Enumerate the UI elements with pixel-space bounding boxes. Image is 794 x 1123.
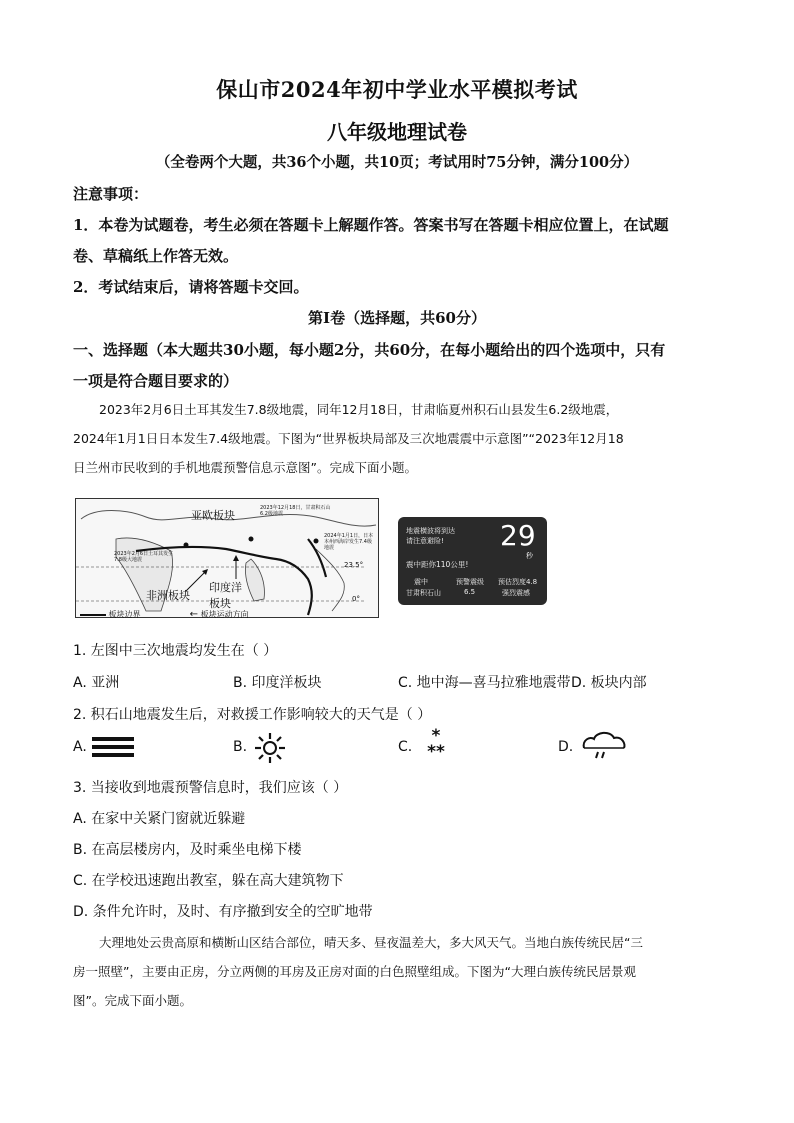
arrow-left-icon: ← bbox=[189, 609, 199, 620]
section-instructions-cont: 一项是符合题目要求的） bbox=[73, 372, 239, 390]
passage-1-line: 2023年2月6日土耳其发生7.8级地震，同年12月18日，甘肃临夏州积石山县发生6.2级地震， bbox=[99, 402, 619, 417]
exam-subtitle: 八年级地理试卷 bbox=[327, 120, 467, 144]
rain-icon bbox=[580, 730, 628, 762]
note-item-1: 1．本卷为试题卷，考生必须在答题卡上解题作答。答案书写在答题卡相应位置上，在试题 bbox=[73, 216, 669, 234]
countdown-number: 29 bbox=[500, 519, 536, 552]
countdown-unit: 秒 bbox=[526, 552, 533, 560]
note-japan: 2024年1月1日，日本本州西海岸发生7.4级地震 bbox=[324, 533, 374, 551]
note-item-1-cont: 卷、草稿纸上作答无效。 bbox=[73, 247, 239, 265]
legend-direction: 板块运动方向 bbox=[200, 610, 249, 619]
map-legend bbox=[80, 609, 249, 620]
earthquake-warning-screen bbox=[398, 517, 547, 605]
fog-icon bbox=[92, 736, 134, 758]
question-1-stem: 1. 左图中三次地震均发生在（ ） bbox=[73, 643, 278, 659]
note-item-2: 2．考试结束后，请将答题卡交回。 bbox=[73, 278, 309, 296]
question-1-option-c: C. 地中海—喜马拉雅地震带 bbox=[398, 675, 571, 691]
label-lat-23: 23.5° bbox=[344, 561, 364, 569]
passage-1-line: 日兰州市民收到的手机地震预警信息示意图”。完成下面小题。 bbox=[73, 460, 417, 475]
exam-title: 保山市2024年初中学业水平模拟考试 bbox=[216, 77, 578, 102]
epicenter-label: 震中 bbox=[414, 578, 428, 586]
question-3-option-d: D. 条件允许时，及时、有序撤到安全的空旷地带 bbox=[73, 904, 373, 920]
label-eurasia-plate: 亚欧板块 bbox=[191, 509, 235, 522]
sunny-icon bbox=[254, 732, 286, 764]
intensity-value: 强烈震感 bbox=[502, 589, 530, 597]
question-2-option-d: D. bbox=[558, 739, 574, 755]
passage-2-line: 大理地处云贵高原和横断山区结合部位，晴天多、昼夜温差大，多大风天气。当地白族传统民居“三 bbox=[99, 935, 643, 950]
question-2-stem: 2. 积石山地震发生后，对救援工作影响较大的天气是（ ） bbox=[73, 707, 432, 723]
question-2-option-b: B. bbox=[233, 739, 248, 755]
note-gansu: 2023年12月18日，甘肃积石山6.2级地震 bbox=[260, 505, 331, 517]
label-india-plate-2: 板块 bbox=[209, 597, 231, 610]
legend-boundary: 板块边界 bbox=[108, 610, 141, 619]
label-lat-0: 0° bbox=[352, 595, 360, 603]
question-1-option-d: D. 板块内部 bbox=[571, 675, 647, 691]
warning-line-2: 请注意避险! bbox=[406, 537, 444, 545]
passage-1 bbox=[73, 395, 721, 482]
passage-2 bbox=[73, 928, 721, 1015]
magnitude-label: 预警震级 bbox=[456, 578, 484, 586]
passage-2-line: 图”。完成下面小题。 bbox=[73, 993, 192, 1008]
plate-map bbox=[75, 498, 379, 618]
question-1-option-a: A. 亚洲 bbox=[73, 675, 120, 691]
label-africa-plate: 非洲板块 bbox=[146, 589, 190, 602]
section-instructions: 一、选择题（本大题共30小题，每小题2分，共60分，在每小题给出的四个选项中，只有 bbox=[73, 341, 666, 359]
intensity-label: 预估烈度4.8 bbox=[498, 578, 538, 586]
passage-2-line: 房一照壁”，主要由正房，分立两侧的耳房及正房对面的白色照壁组成。下图为“大理白族传统民居景观 bbox=[73, 964, 636, 979]
label-india-plate: 印度洋 bbox=[209, 581, 242, 594]
exam-info: （全卷两个大题，共36个小题，共10页；考试用时75分钟，满分100分） bbox=[155, 154, 639, 171]
magnitude-value: 6.5 bbox=[464, 588, 476, 596]
notes-heading: 注意事项： bbox=[73, 185, 149, 203]
section-title: 第Ⅰ卷（选择题，共60分） bbox=[308, 309, 486, 327]
distance-text: 震中距你110公里! bbox=[406, 560, 469, 569]
boundary-line-icon bbox=[80, 614, 106, 616]
question-3-option-b: B. 在高层楼房内，及时乘坐电梯下楼 bbox=[73, 842, 302, 858]
snow-icon: * ** bbox=[427, 726, 445, 762]
question-3-stem: 3. 当接收到地震预警信息时，我们应该（ ） bbox=[73, 780, 348, 796]
warning-line-1: 地震横波将到达 bbox=[406, 527, 455, 535]
question-3-option-c: C. 在学校迅速跑出教室，躲在高大建筑物下 bbox=[73, 873, 344, 889]
epicenter-value: 甘肃积石山 bbox=[406, 589, 441, 597]
question-2-option-a: A. bbox=[73, 739, 87, 755]
note-turkey: 2023年2月6日土耳其发生7.8级大地震 bbox=[114, 551, 174, 563]
question-2-option-c: C. bbox=[398, 739, 413, 755]
question-3-option-a: A. 在家中关紧门窗就近躲避 bbox=[73, 811, 246, 827]
passage-1-line: 2024年1月1日日本发生7.4级地震。下图为“世界板块局部及三次地震震中示意图”“2023年12月18 bbox=[73, 431, 624, 446]
question-1-option-b: B. 印度洋板块 bbox=[233, 675, 322, 691]
